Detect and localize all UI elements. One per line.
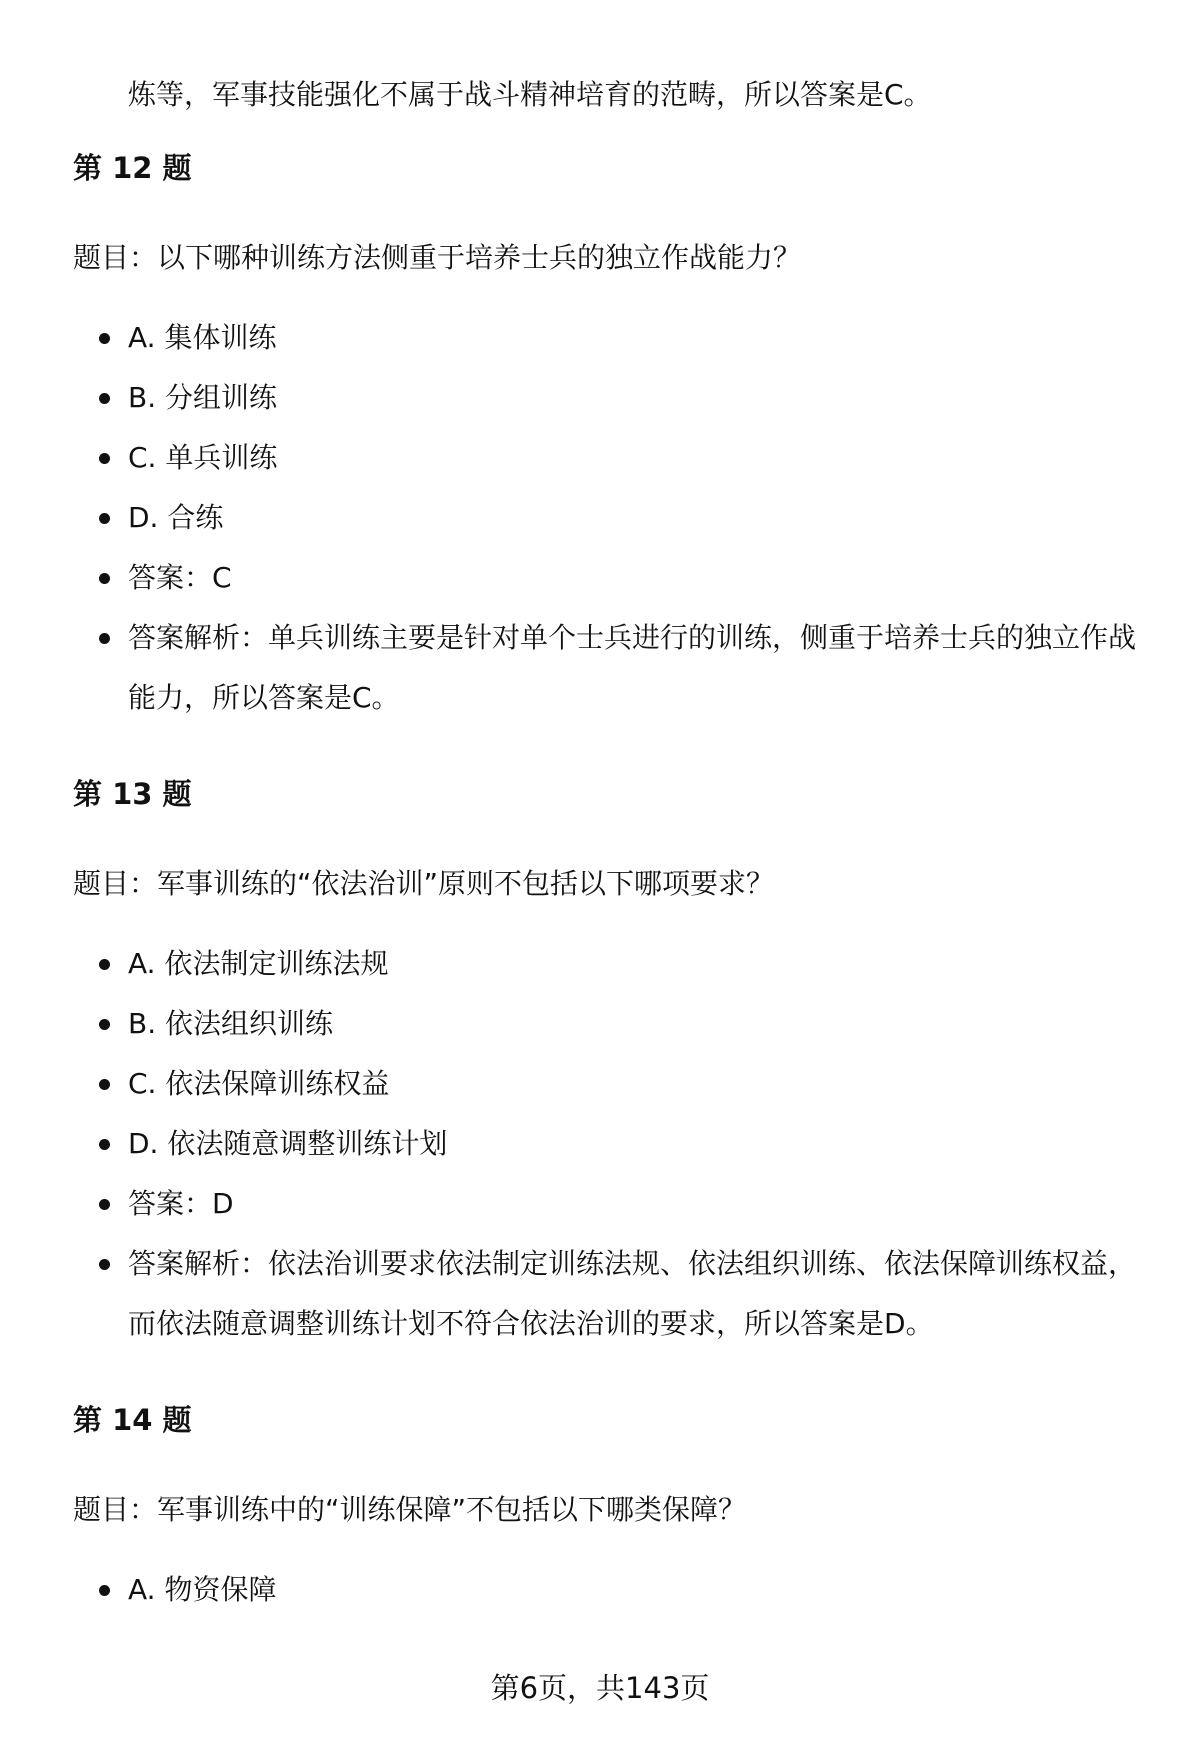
option-label: A. 物资保障	[128, 1573, 277, 1606]
question-text: 题目：军事训练的“依法治训”原则不包括以下哪项要求？	[73, 867, 775, 900]
question-13	[73, 774, 1153, 1374]
answer	[73, 558, 1153, 598]
option-b	[73, 1004, 1153, 1044]
option-list	[73, 318, 1153, 728]
page-number: 第6页，共143页	[490, 1671, 710, 1705]
question-heading: 第 14 题	[73, 1403, 192, 1437]
bullet-icon	[99, 1199, 110, 1210]
question-text: 题目：军事训练中的“训练保障”不包括以下哪类保障？	[73, 1493, 747, 1526]
bullet-icon	[99, 959, 110, 970]
bullet-icon	[99, 513, 110, 524]
option-list	[73, 944, 1153, 1354]
option-label: C. 依法保障训练权益	[128, 1067, 390, 1100]
continuation-text: 炼等，军事技能强化不属于战斗精神培育的范畴，所以答案是C。	[128, 78, 932, 111]
option-list	[73, 1570, 1153, 1610]
bullet-icon	[99, 1079, 110, 1090]
option-label: A. 依法制定训练法规	[128, 947, 389, 980]
option-label: C. 单兵训练	[128, 441, 278, 474]
bullet-icon	[99, 1019, 110, 1030]
option-label: A. 集体训练	[128, 321, 277, 354]
option-b	[73, 378, 1153, 418]
option-a	[73, 318, 1153, 358]
option-label: D. 合练	[128, 501, 224, 534]
bullet-icon	[99, 333, 110, 344]
question-text: 题目：以下哪种训练方法侧重于培养士兵的独立作战能力？	[73, 241, 802, 274]
answer-text: 答案：D	[128, 1187, 234, 1220]
analysis-text: 答案解析：依法治训要求依法制定训练法规、依法组织训练、依法保障训练权益，而依法随意调整训练计划不符合依法治训的要求，所以答案是D。	[128, 1247, 1137, 1340]
analysis-text: 答案解析：单兵训练主要是针对单个士兵进行的训练，侧重于培养士兵的独立作战能力，所以答案是C。	[128, 621, 1137, 714]
option-c	[73, 1064, 1153, 1104]
answer-text: 答案：C	[128, 561, 232, 594]
option-d	[73, 498, 1153, 538]
option-label: B. 依法组织训练	[128, 1007, 334, 1040]
bullet-icon	[99, 453, 110, 464]
option-a	[73, 944, 1153, 984]
bullet-icon	[99, 1585, 110, 1596]
bullet-icon	[99, 633, 110, 644]
bullet-icon	[99, 393, 110, 404]
bullet-icon	[99, 1259, 110, 1270]
option-d	[73, 1124, 1153, 1164]
option-label: B. 分组训练	[128, 381, 278, 414]
answer-analysis	[73, 1234, 1153, 1354]
question-heading: 第 12 题	[73, 151, 192, 185]
option-label: D. 依法随意调整训练计划	[128, 1127, 448, 1160]
option-a	[73, 1570, 1153, 1610]
question-14	[73, 1400, 1153, 1630]
question-12	[73, 148, 1153, 748]
answer-analysis	[73, 608, 1153, 728]
bullet-icon	[99, 1139, 110, 1150]
question-heading: 第 13 题	[73, 777, 192, 811]
option-c	[73, 438, 1153, 478]
bullet-icon	[99, 573, 110, 584]
answer	[73, 1184, 1153, 1224]
